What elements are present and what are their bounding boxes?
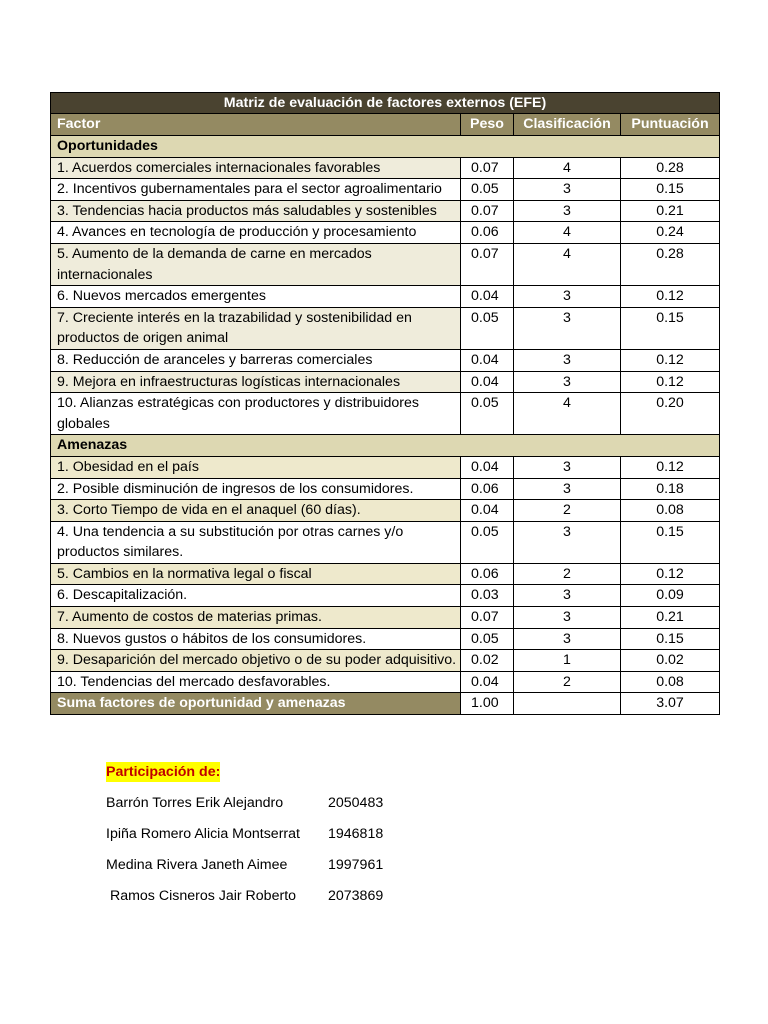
clasificacion-cell: 3: [514, 371, 621, 393]
puntuacion-cell: 0.15: [621, 307, 720, 349]
peso-cell: 0.05: [461, 628, 514, 650]
table-row: [51, 307, 720, 349]
table-row: [51, 500, 720, 522]
table-row: [51, 628, 720, 650]
participant-id: 2073869: [328, 888, 384, 904]
participants-heading: Participación de:: [106, 764, 221, 780]
puntuacion-cell: 0.15: [621, 628, 720, 650]
participant-row: [106, 855, 426, 875]
table-row: [51, 200, 720, 222]
column-header-factor: Factor: [51, 114, 461, 136]
factor-cell: 9. Desaparición del mercado objetivo o de su poder adquisitivo.: [51, 650, 461, 672]
peso-cell: 0.05: [461, 179, 514, 201]
table-row: [51, 243, 720, 285]
puntuacion-cell: 0.12: [621, 563, 720, 585]
total-clasificacion: [514, 693, 621, 715]
total-puntuacion: 3.07: [621, 693, 720, 715]
table-row: [51, 650, 720, 672]
total-peso: 1.00: [461, 693, 514, 715]
puntuacion-cell: 0.09: [621, 585, 720, 607]
puntuacion-cell: 0.08: [621, 500, 720, 522]
clasificacion-cell: 3: [514, 607, 621, 629]
clasificacion-cell: 2: [514, 563, 621, 585]
puntuacion-cell: 0.28: [621, 243, 720, 285]
total-label: Suma factores de oportunidad y amenazas: [51, 693, 461, 715]
factor-cell: 3. Corto Tiempo de vida en el anaquel (60 días).: [51, 500, 461, 522]
puntuacion-cell: 0.12: [621, 349, 720, 371]
peso-cell: 0.05: [461, 521, 514, 563]
table-row: [51, 349, 720, 371]
participant-name: Ipiña Romero Alicia Montserrat: [106, 826, 300, 842]
section-row: [51, 435, 720, 457]
participants-block: [106, 762, 384, 904]
factor-cell: 2. Incentivos gubernamentales para el sector agroalimentario: [51, 179, 461, 201]
factor-cell: 5. Aumento de la demanda de carne en mercados internacionales: [51, 243, 461, 285]
puntuacion-cell: 0.20: [621, 393, 720, 435]
clasificacion-cell: 3: [514, 521, 621, 563]
puntuacion-cell: 0.12: [621, 286, 720, 308]
table-row: [51, 393, 720, 435]
factor-cell: 7. Aumento de costos de materias primas.: [51, 607, 461, 629]
peso-cell: 0.07: [461, 157, 514, 179]
table-body: [51, 136, 720, 715]
total-row: [51, 693, 720, 715]
factor-cell: 6. Nuevos mercados emergentes: [51, 286, 461, 308]
table-header-row: [51, 114, 720, 136]
puntuacion-cell: 0.15: [621, 521, 720, 563]
peso-cell: 0.06: [461, 222, 514, 244]
puntuacion-cell: 0.08: [621, 671, 720, 693]
participant-id: 2050483: [328, 795, 384, 811]
factor-cell: 6. Descapitalización.: [51, 585, 461, 607]
peso-cell: 0.05: [461, 307, 514, 349]
table-row: [51, 607, 720, 629]
participant-row: [106, 824, 426, 844]
puntuacion-cell: 0.12: [621, 456, 720, 478]
factor-cell: 10. Alianzas estratégicas con productores y distribuidores globales: [51, 393, 461, 435]
clasificacion-cell: 3: [514, 585, 621, 607]
clasificacion-cell: 3: [514, 200, 621, 222]
puntuacion-cell: 0.12: [621, 371, 720, 393]
peso-cell: 0.06: [461, 478, 514, 500]
clasificacion-cell: 2: [514, 500, 621, 522]
table-row: [51, 521, 720, 563]
column-header-peso: Peso: [461, 114, 514, 136]
factor-cell: 1. Acuerdos comerciales internacionales favorables: [51, 157, 461, 179]
participant-id: 1997961: [328, 857, 384, 873]
peso-cell: 0.04: [461, 500, 514, 522]
table-row: [51, 478, 720, 500]
table-row: [51, 585, 720, 607]
peso-cell: 0.07: [461, 243, 514, 285]
puntuacion-cell: 0.18: [621, 478, 720, 500]
factor-cell: 8. Nuevos gustos o hábitos de los consumidores.: [51, 628, 461, 650]
peso-cell: 0.06: [461, 563, 514, 585]
table-row: [51, 563, 720, 585]
table-title-row: [51, 93, 720, 114]
participant-row: [106, 886, 426, 906]
puntuacion-cell: 0.21: [621, 200, 720, 222]
efe-matrix-table: [50, 92, 720, 715]
clasificacion-cell: 1: [514, 650, 621, 672]
factor-cell: 5. Cambios en la normativa legal o fiscal: [51, 563, 461, 585]
table-title: Matriz de evaluación de factores externos (EFE): [51, 93, 720, 114]
clasificacion-cell: 2: [514, 671, 621, 693]
peso-cell: 0.05: [461, 393, 514, 435]
peso-cell: 0.04: [461, 671, 514, 693]
factor-cell: 1. Obesidad en el país: [51, 456, 461, 478]
clasificacion-cell: 3: [514, 286, 621, 308]
factor-cell: 9. Mejora en infraestructuras logísticas internacionales: [51, 371, 461, 393]
participant-name: Barrón Torres Erik Alejandro: [106, 795, 284, 811]
puntuacion-cell: 0.15: [621, 179, 720, 201]
factor-cell: 8. Reducción de aranceles y barreras comerciales: [51, 349, 461, 371]
table-row: [51, 456, 720, 478]
peso-cell: 0.04: [461, 371, 514, 393]
puntuacion-cell: 0.21: [621, 607, 720, 629]
peso-cell: 0.04: [461, 456, 514, 478]
peso-cell: 0.02: [461, 650, 514, 672]
peso-cell: 0.07: [461, 607, 514, 629]
clasificacion-cell: 3: [514, 179, 621, 201]
factor-cell: 10. Tendencias del mercado desfavorables.: [51, 671, 461, 693]
table-row: [51, 157, 720, 179]
clasificacion-cell: 3: [514, 349, 621, 371]
column-header-clasificacion: Clasificación: [514, 114, 621, 136]
clasificacion-cell: 3: [514, 307, 621, 349]
participant-name: Medina Rivera Janeth Aimee: [106, 857, 288, 873]
puntuacion-cell: 0.24: [621, 222, 720, 244]
factor-cell: 3. Tendencias hacia productos más saludables y sostenibles: [51, 200, 461, 222]
table-row: [51, 371, 720, 393]
section-row: [51, 136, 720, 158]
factor-cell: 4. Avances en tecnología de producción y procesamiento: [51, 222, 461, 244]
table-row: [51, 286, 720, 308]
peso-cell: 0.04: [461, 286, 514, 308]
peso-cell: 0.07: [461, 200, 514, 222]
puntuacion-cell: 0.02: [621, 650, 720, 672]
factor-cell: 2. Posible disminución de ingresos de los consumidores.: [51, 478, 461, 500]
clasificacion-cell: 3: [514, 456, 621, 478]
table-row: [51, 222, 720, 244]
clasificacion-cell: 3: [514, 628, 621, 650]
participant-name: Ramos Cisneros Jair Roberto: [106, 888, 297, 904]
peso-cell: 0.04: [461, 349, 514, 371]
table-row: [51, 671, 720, 693]
column-header-puntuacion: Puntuación: [621, 114, 720, 136]
puntuacion-cell: 0.28: [621, 157, 720, 179]
clasificacion-cell: 3: [514, 478, 621, 500]
participant-id: 1946818: [328, 826, 384, 842]
clasificacion-cell: 4: [514, 222, 621, 244]
clasificacion-cell: 4: [514, 243, 621, 285]
table-row: [51, 179, 720, 201]
section-label: Amenazas: [51, 435, 720, 457]
section-label: Oportunidades: [51, 136, 720, 158]
factor-cell: 7. Creciente interés en la trazabilidad y sostenibilidad en productos de origen animal: [51, 307, 461, 349]
participant-row: [106, 793, 426, 813]
peso-cell: 0.03: [461, 585, 514, 607]
clasificacion-cell: 4: [514, 157, 621, 179]
factor-cell: 4. Una tendencia a su substitución por otras carnes y/o productos similares.: [51, 521, 461, 563]
clasificacion-cell: 4: [514, 393, 621, 435]
